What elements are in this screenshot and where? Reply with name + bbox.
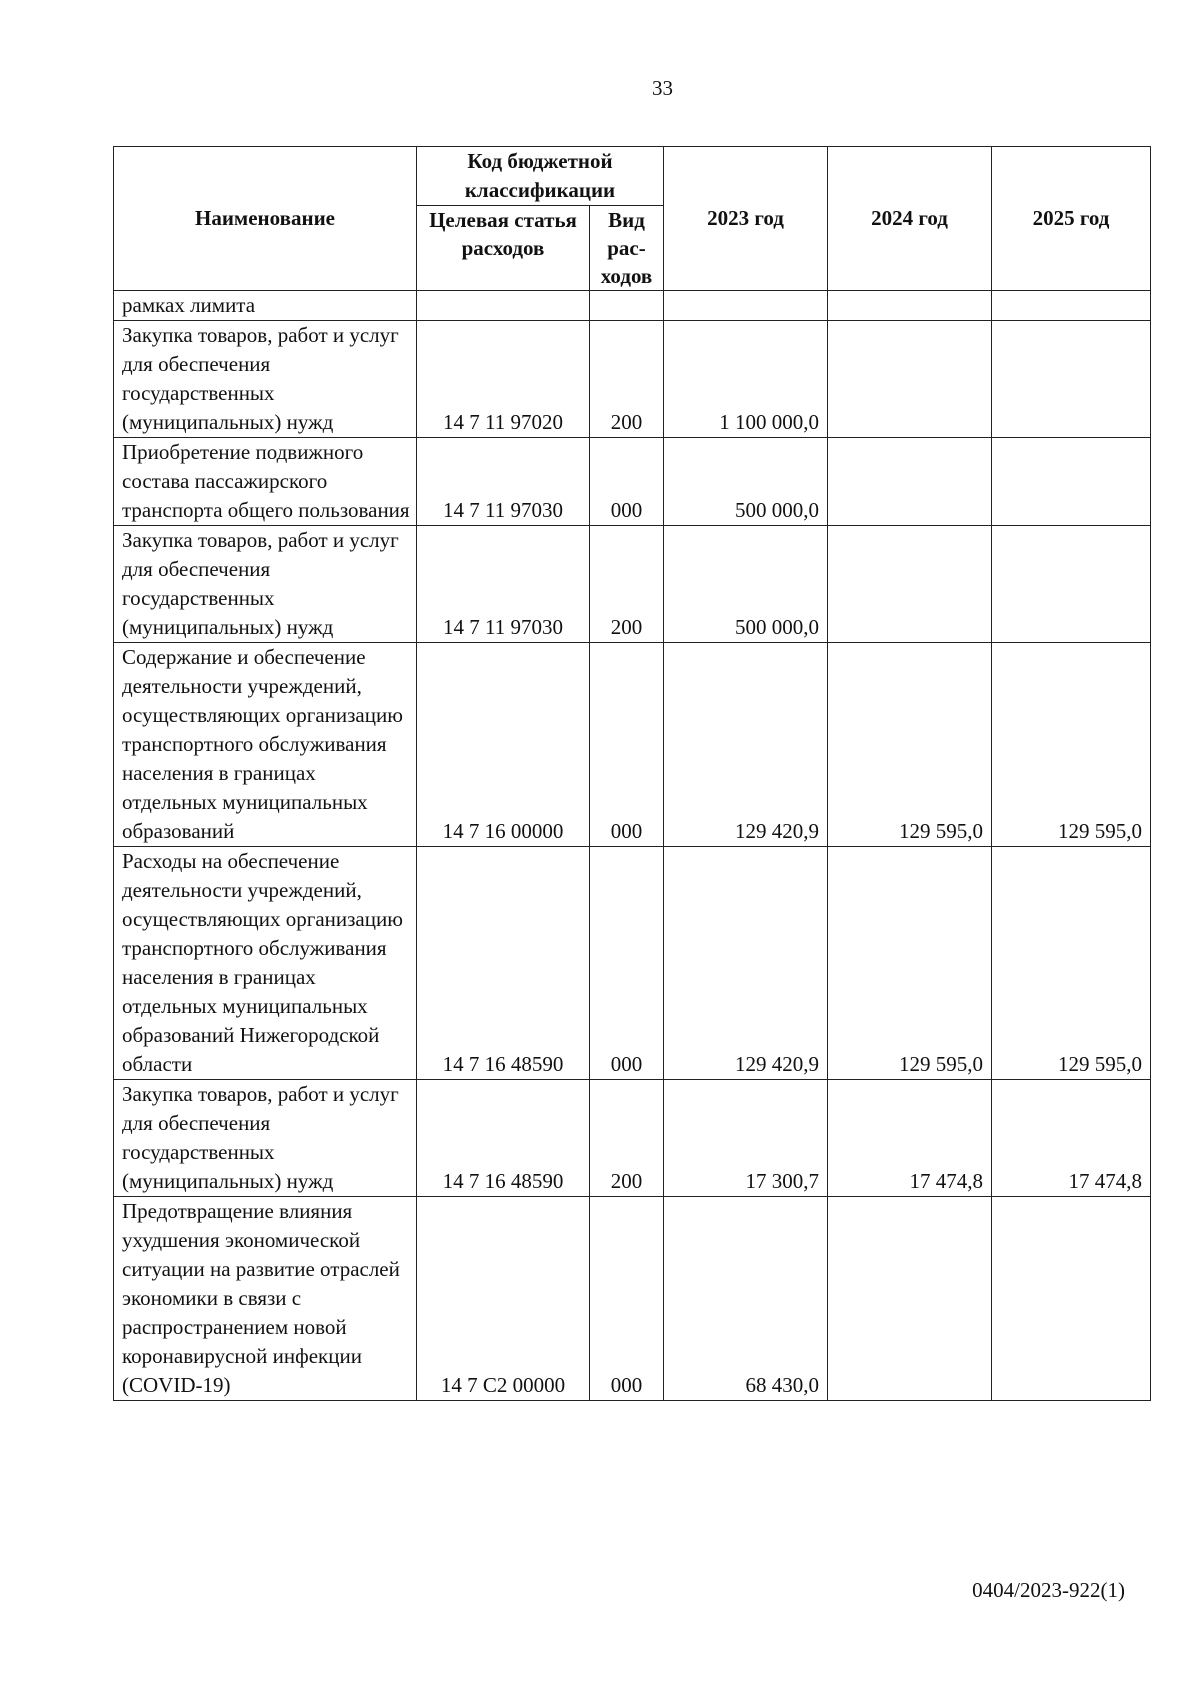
row-code: 14 7 16 00000 — [417, 643, 590, 847]
row-name: Расходы на обеспечение деятельности учреждений, осуществляющих организацию транспортного обслуживания населения в границах отдельных муниципальных образований Нижегородской области — [114, 847, 417, 1080]
header-type: Вид рас-ходов — [590, 206, 664, 291]
row-2023: 500 000,0 — [664, 526, 828, 643]
row-code: 14 7 11 97030 — [417, 438, 590, 526]
row-name: Содержание и обеспечение деятельности учреждений, осуществляющих организацию транспортного обслуживания населения в границах отдельных муниципальных образований — [114, 643, 417, 847]
row-2025 — [992, 526, 1151, 643]
row-2023: 17 300,7 — [664, 1080, 828, 1197]
row-2024 — [828, 321, 992, 438]
row-2025 — [992, 291, 1151, 321]
row-code — [417, 291, 590, 321]
row-2025 — [992, 1197, 1151, 1401]
row-2024: 129 595,0 — [828, 643, 992, 847]
header-bk-group: Код бюджетной классификации — [417, 147, 664, 206]
header-2025: 2025 год — [992, 147, 1151, 291]
row-2024 — [828, 291, 992, 321]
page-number: 33 — [652, 76, 673, 100]
row-2024: 17 474,8 — [828, 1080, 992, 1197]
row-2025: 17 474,8 — [992, 1080, 1151, 1197]
row-type: 000 — [590, 438, 664, 526]
row-code: 14 7 16 48590 — [417, 1080, 590, 1197]
row-code: 14 7 16 48590 — [417, 847, 590, 1080]
row-name: Приобретение подвижного состава пассажирского транспорта общего пользования — [114, 438, 417, 526]
row-name: рамках лимита — [114, 291, 417, 321]
row-code: 14 7 11 97030 — [417, 526, 590, 643]
row-2024 — [828, 526, 992, 643]
row-type — [590, 291, 664, 321]
table-row — [114, 1197, 1151, 1401]
table-row — [114, 526, 1151, 643]
row-2023: 68 430,0 — [664, 1197, 828, 1401]
header-2023: 2023 год — [664, 147, 828, 291]
row-2024: 129 595,0 — [828, 847, 992, 1080]
header-name: Наименование — [114, 147, 417, 291]
row-2025: 129 595,0 — [992, 643, 1151, 847]
row-name: Закупка товаров, работ и услуг для обеспечения государственных (муниципальных) нужд — [114, 1080, 417, 1197]
row-2023: 500 000,0 — [664, 438, 828, 526]
row-code: 14 7 11 97020 — [417, 321, 590, 438]
table-row — [114, 321, 1151, 438]
row-2025: 129 595,0 — [992, 847, 1151, 1080]
row-2025 — [992, 321, 1151, 438]
row-2024 — [828, 1197, 992, 1401]
row-type: 000 — [590, 847, 664, 1080]
table-row — [114, 1080, 1151, 1197]
table-row — [114, 438, 1151, 526]
document-code: 0404/2023-922(1) — [972, 1578, 1125, 1602]
table-body — [114, 291, 1151, 1401]
header-2024: 2024 год — [828, 147, 992, 291]
row-code: 14 7 C2 00000 — [417, 1197, 590, 1401]
header-target: Целевая статья расходов — [417, 206, 590, 291]
row-type: 000 — [590, 1197, 664, 1401]
row-2023: 129 420,9 — [664, 847, 828, 1080]
row-type: 200 — [590, 321, 664, 438]
row-2023 — [664, 291, 828, 321]
table-row — [114, 643, 1151, 847]
row-name: Закупка товаров, работ и услуг для обеспечения государственных (муниципальных) нужд — [114, 526, 417, 643]
row-name: Предотвращение влияния ухудшения экономической ситуации на развитие отраслей экономики в связи с распространением новой коронавирусной инфекции (COVID-19) — [114, 1197, 417, 1401]
row-2023: 1 100 000,0 — [664, 321, 828, 438]
row-name: Закупка товаров, работ и услуг для обеспечения государственных (муниципальных) нужд — [114, 321, 417, 438]
table-row — [114, 847, 1151, 1080]
table-row — [114, 291, 1151, 321]
row-2023: 129 420,9 — [664, 643, 828, 847]
header-row-top — [114, 147, 1151, 206]
budget-table — [113, 146, 1151, 1401]
row-type: 000 — [590, 643, 664, 847]
row-type: 200 — [590, 526, 664, 643]
row-2025 — [992, 438, 1151, 526]
row-2024 — [828, 438, 992, 526]
row-type: 200 — [590, 1080, 664, 1197]
